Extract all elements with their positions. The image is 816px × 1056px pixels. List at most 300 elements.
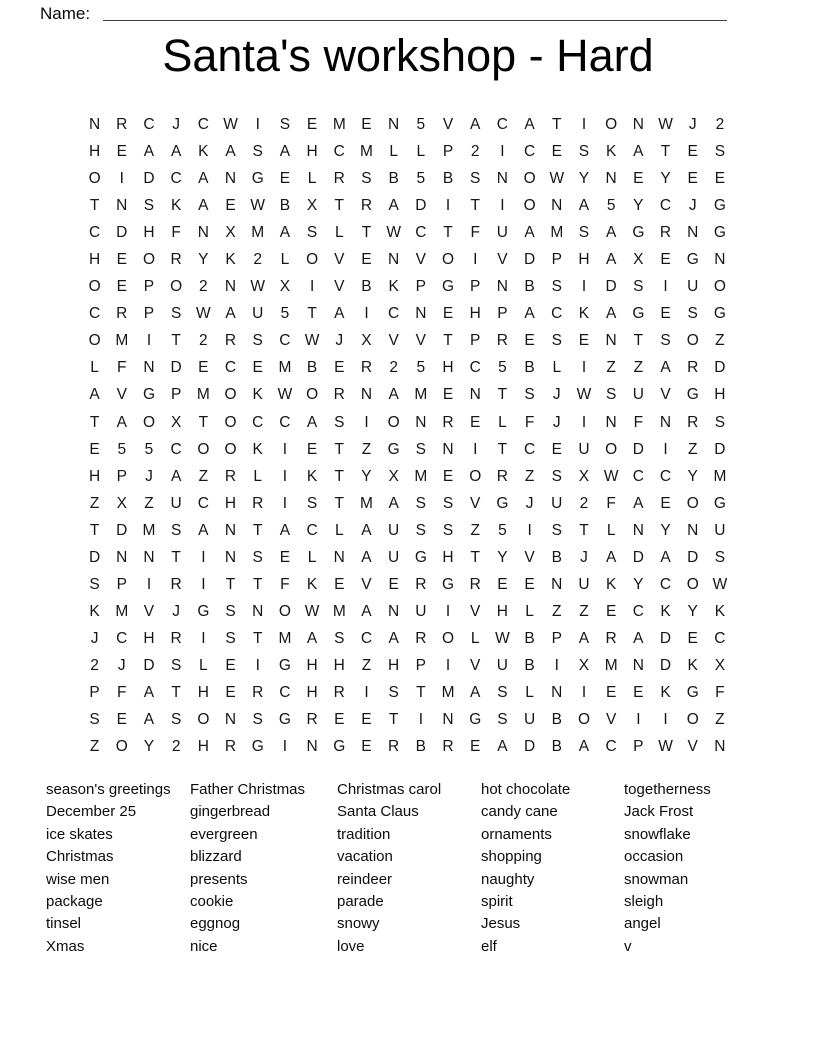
grid-letter: R [687,359,699,377]
grid-row [81,111,734,138]
grid-letter: N [632,656,644,674]
grid-letter: I [364,305,369,323]
grid-letter: W [304,332,320,350]
grid-letter: D [714,359,726,377]
letter-grid [81,111,734,760]
grid-letter: N [415,413,427,431]
grid-letter: K [252,386,263,404]
grid-letter: M [713,467,727,485]
grid-row [81,652,734,679]
grid-letter: U [388,548,400,566]
grid-letter: E [116,143,127,161]
grid-letter: M [278,359,292,377]
grid-letter: F [715,683,725,701]
grid-letter: U [388,521,400,539]
grid-letter: I [445,656,451,674]
grid-letter: E [442,467,454,485]
grid-letter: Z [470,521,480,539]
grid-letter: C [551,305,563,323]
grid-letter: G [713,197,726,215]
grid-letter: R [224,738,237,756]
grid-letter: D [687,548,699,566]
word-list-item: December 25 [46,803,137,821]
grid-letter: G [251,170,264,188]
grid-letter: B [279,197,291,215]
grid-letter: S [170,656,182,674]
grid-letter: Z [687,440,698,458]
grid-letter: O [686,711,699,729]
grid-letter: T [633,332,644,350]
grid-letter: 5 [416,116,426,133]
grid-letter: O [577,711,590,729]
grid-letter: O [387,413,400,431]
word-list-item: ornaments [481,825,552,843]
grid-letter: A [279,224,291,242]
grid-letter: T [470,548,480,566]
grid-letter: E [361,251,372,269]
grid-letter: V [660,386,671,404]
grid-letter: O [115,738,128,756]
grid-letter: V [524,548,535,566]
grid-letter: G [387,440,400,458]
grid-letter: A [633,494,644,512]
grid-letter: E [497,575,508,593]
grid-letter: E [633,683,644,701]
grid-letter: T [334,440,345,458]
grid-letter: H [333,656,345,674]
grid-letter: O [88,170,101,188]
grid-letter: M [360,494,373,512]
grid-letter: H [224,494,237,512]
grid-letter: T [334,467,345,485]
grid-letter: P [470,332,481,350]
grid-letter: O [306,386,319,404]
grid-letter: N [197,224,209,242]
word-list-item: reindeer [337,870,393,888]
grid-letter: T [416,683,426,701]
word-list-item: cookie [190,892,234,910]
grid-letter: S [605,386,617,404]
word-list [46,779,776,969]
grid-letter: E [388,575,399,593]
grid-letter: O [442,251,455,269]
grid-row [81,381,734,408]
grid-letter: I [663,278,668,296]
grid-letter: O [88,332,101,350]
grid-letter: C [360,629,373,647]
grid-letter: C [197,116,209,133]
word-list-item: shopping [481,848,542,866]
grid-letter: V [143,602,155,620]
grid-letter: I [255,116,260,133]
grid-letter: C [659,197,672,215]
grid-letter: U [415,602,427,620]
word-list-item: package [46,892,103,910]
grid-letter: H [88,143,101,161]
word-list-item: ice skates [46,825,113,843]
grid-letter: J [145,467,153,485]
grid-letter: O [224,386,237,404]
grid-letter: Y [198,251,209,269]
grid-letter: W [495,629,510,647]
grid-letter: S [225,629,236,647]
grid-letter: X [279,278,291,296]
grid-letter: L [606,521,616,539]
grid-letter: W [658,738,673,756]
grid-letter: L [307,548,317,566]
grid-letter: D [116,224,128,242]
grid-letter: C [224,359,237,377]
grid-letter: N [224,521,237,539]
word-list-item: Jack Frost [624,803,694,821]
grid-letter: L [334,224,344,242]
grid-letter: E [89,440,100,458]
word-list-item: parade [337,892,384,910]
grid-letter: X [578,467,590,485]
grid-letter: W [576,386,592,404]
grid-letter: A [578,197,590,215]
grid-letter: F [606,494,616,512]
grid-letter: E [225,656,236,674]
grid-letter: B [551,548,562,566]
grid-letter: I [581,683,587,701]
grid-letter: A [225,305,236,323]
grid-letter: G [632,305,645,323]
grid-letter: A [388,386,399,404]
grid-letter: S [578,143,590,161]
grid-letter: P [551,251,562,269]
grid-letter: A [198,197,209,215]
grid-letter: I [201,629,206,647]
grid-letter: Z [89,494,100,512]
word-list-item: wise men [46,870,110,888]
grid-row [81,409,734,436]
word-list-item: eggnog [190,915,241,933]
grid-letter: E [116,251,127,269]
grid-letter: I [282,467,288,485]
grid-letter: C [496,116,508,133]
grid-letter: Z [606,359,616,377]
grid-letter: M [360,143,373,161]
grid-letter: D [88,548,101,566]
grid-letter: N [496,170,508,188]
grid-letter: L [470,629,480,647]
grid-letter: S [551,278,562,296]
grid-letter: W [277,386,293,404]
grid-letter: 2 [171,738,181,756]
grid-letter: N [632,116,644,133]
grid-row [81,327,734,354]
grid-letter: H [469,305,481,323]
grid-letter: N [551,575,563,593]
grid-letter: T [334,197,345,215]
grid-letter: N [116,548,128,566]
grid-letter: H [442,548,454,566]
grid-letter: T [89,197,100,215]
grid-letter: G [686,251,699,269]
grid-letter: S [442,521,454,539]
grid-row [81,679,734,706]
word-list-item: love [337,937,365,955]
grid-letter: K [252,440,263,458]
grid-letter: I [554,656,559,674]
grid-letter: L [90,359,99,377]
grid-letter: E [470,738,481,756]
grid-letter: A [470,116,481,133]
grid-letter: T [660,143,671,161]
grid-letter: O [170,278,183,296]
grid-letter: N [687,521,699,539]
grid-letter: A [605,305,617,323]
grid-letter: 2 [389,359,398,377]
grid-letter: S [279,116,291,133]
grid-letter: R [415,629,427,647]
grid-letter: 5 [416,359,426,377]
grid-letter: D [415,197,427,215]
grid-letter: B [361,278,372,296]
grid-letter: E [279,548,291,566]
grid-letter: K [660,602,671,620]
grid-letter: L [389,143,398,161]
grid-letter: T [470,197,480,215]
grid-letter: E [334,575,345,593]
grid-letter: Z [89,738,100,756]
grid-letter: G [333,738,346,756]
word-list-item: Christmas carol [337,781,442,798]
grid-letter: O [224,413,237,431]
grid-letter: C [469,359,481,377]
grid-letter: G [469,711,482,729]
grid-letter: I [581,116,587,133]
word-list-item: nice [190,937,218,955]
word-list-item: vacation [337,848,393,866]
grid-letter: G [442,575,455,593]
grid-letter: 5 [606,197,616,215]
grid-letter: A [116,413,127,431]
grid-letter: Z [715,711,725,729]
grid-letter: V [470,656,481,674]
grid-letter: Y [143,738,155,756]
grid-letter: N [88,116,101,133]
grid-letter: N [333,548,345,566]
grid-letter: V [361,575,372,593]
grid-letter: S [306,224,318,242]
grid-letter: N [388,602,400,620]
grid-letter: R [252,494,264,512]
grid-letter: N [143,548,155,566]
grid-letter: W [196,305,211,323]
grid-letter: X [714,656,726,674]
grid-row [81,138,734,165]
grid-letter: A [361,602,372,620]
grid-letter: 2 [470,143,480,161]
word-list-item: Jesus [481,915,521,933]
grid-letter: Y [660,170,671,188]
grid-row [81,354,734,381]
grid-letter: C [197,494,209,512]
grid-letter: R [116,116,128,133]
grid-letter: T [361,224,372,242]
grid-letter: S [306,494,318,512]
grid-letter: N [415,305,427,323]
grid-letter: G [142,386,155,404]
word-list-item: blizzard [190,848,242,866]
grid-letter: E [470,413,481,431]
grid-letter: R [388,738,400,756]
grid-letter: S [415,521,427,539]
grid-letter: Y [633,197,644,215]
grid-letter: G [632,224,645,242]
grid-letter: E [252,359,263,377]
grid-letter: H [578,251,590,269]
grid-letter: L [253,467,263,485]
word-list-item: tradition [337,825,391,843]
grid-letter: V [442,116,454,133]
grid-letter: T [171,548,181,566]
word-list-column [481,779,570,958]
grid-letter: W [658,116,673,133]
grid-letter: D [523,738,536,756]
grid-letter: G [197,602,210,620]
grid-letter: D [143,656,155,674]
grid-letter: N [442,440,454,458]
grid-letter: E [361,711,372,729]
grid-letter: R [415,575,427,593]
word-list-item: sleigh [624,892,664,910]
grid-letter: R [496,467,508,485]
grid-letter: E [334,711,345,729]
grid-letter: D [659,629,672,647]
grid-letter: F [470,224,480,242]
grid-letter: V [116,386,127,404]
grid-letter: C [170,440,182,458]
grid-letter: E [334,359,345,377]
grid-letter: W [250,278,266,296]
grid-letter: R [469,575,481,593]
grid-letter: L [334,521,344,539]
grid-letter: Z [579,602,589,620]
grid-letter: R [360,359,373,377]
grid-letter: A [361,548,372,566]
grid-row [81,165,734,192]
grid-letter: S [497,683,508,701]
grid-letter: J [172,116,181,133]
grid-letter: C [632,467,644,485]
grid-letter: M [251,224,265,242]
grid-letter: H [88,251,101,269]
word-list-item: v [624,937,632,955]
grid-letter: I [500,143,505,161]
grid-letter: E [714,170,726,188]
grid-letter: O [713,278,726,296]
grid-letter: J [580,548,588,566]
grid-letter: B [524,629,535,647]
word-list-column [190,779,305,958]
grid-letter: A [143,143,155,161]
grid-letter: E [442,386,454,404]
grid-letter: N [143,359,155,377]
word-list-item: candy cane [481,803,558,821]
grid-letter: N [659,413,672,431]
grid-letter: U [496,224,508,242]
grid-letter: R [333,170,345,188]
grid-letter: E [551,440,562,458]
grid-row [81,436,734,463]
grid-letter: A [524,224,535,242]
grid-letter: D [116,521,128,539]
grid-letter: T [497,386,508,404]
grid-letter: P [116,467,127,485]
grid-letter: E [524,332,535,350]
grid-letter: L [416,143,426,161]
grid-letter: U [523,711,536,729]
grid-letter: D [632,548,644,566]
grid-letter: 5 [280,305,290,323]
grid-letter: A [306,413,318,431]
grid-letter: E [361,738,372,756]
grid-letter: D [659,656,672,674]
grid-letter: C [306,521,318,539]
grid-letter: Z [144,494,154,512]
grid-letter: P [442,143,454,161]
grid-letter: G [686,683,699,701]
grid-letter: S [714,413,726,431]
grid-letter: N [388,116,400,133]
grid-letter: S [633,278,644,296]
grid-row [81,733,734,760]
grid-letter: R [605,629,617,647]
grid-letter: A [306,629,318,647]
word-list-item: gingerbread [190,803,271,821]
grid-letter: S [170,305,182,323]
grid-letter: E [633,170,644,188]
grid-letter: N [632,521,644,539]
grid-letter: H [197,683,209,701]
grid-letter: S [524,386,535,404]
grid-letter: B [442,170,454,188]
word-list-item: Santa Claus [337,803,419,821]
grid-letter: U [578,575,590,593]
grid-letter: L [525,602,534,620]
grid-letter: K [714,602,726,620]
grid-letter: P [143,305,155,323]
grid-letter: I [309,278,315,296]
grid-letter: A [89,386,100,404]
grid-letter: P [633,738,644,756]
grid-letter: O [278,602,291,620]
grid-letter: L [199,656,208,674]
grid-letter: G [442,278,455,296]
grid-letter: E [116,278,127,296]
grid-letter: U [496,656,508,674]
word-list-item: elf [481,937,497,955]
grid-letter: T [579,521,589,539]
grid-letter: 5 [498,359,507,377]
grid-letter: J [525,494,534,512]
grid-row [81,246,734,273]
grid-letter: K [89,602,100,620]
grid-letter: A [361,521,372,539]
word-list-item: snowman [624,870,689,888]
grid-letter: F [280,575,290,593]
grid-letter: A [143,683,155,701]
grid-letter: A [198,521,209,539]
grid-letter: O [605,116,618,133]
grid-letter: I [581,413,587,431]
grid-letter: E [660,494,671,512]
grid-letter: K [225,251,236,269]
grid-letter: 2 [90,656,99,674]
